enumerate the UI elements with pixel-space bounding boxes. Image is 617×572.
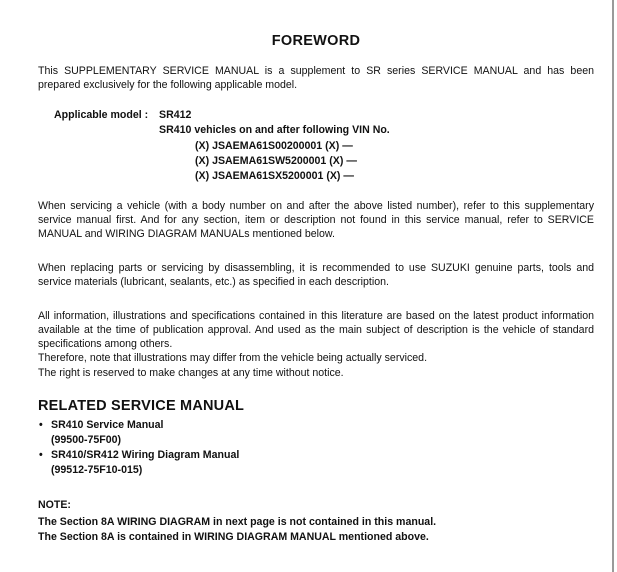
illustration-note-line: Therefore, note that illustrations may differ from the vehicle being actually serviced. [38,352,428,364]
page-border [612,0,614,572]
page-title: FOREWORD [271,33,361,49]
parts-paragraph: When replacing parts or servicing by disassembling, it is recommended to use SUZUKI genuine parts, tools and service materials (lubricant, sealants, etc.) as specified in each description. [38,262,594,288]
vin-number-2: (X) JSAEMA61SW5200001 (X) — [195,155,357,167]
note-heading: NOTE: [38,499,71,511]
note-line-2: The Section 8A is contained in WIRING DIAGRAM MANUAL mentioned above. [38,531,429,543]
manual-name: SR410 Service Manual [51,419,164,431]
applicable-model-value: SR412 [159,109,192,121]
manual-code: (99512-75F10-015) [51,464,143,476]
manual-code: (99500-75F00) [51,434,122,446]
manual-name: SR410/SR412 Wiring Diagram Manual [51,449,240,461]
list-item [38,418,239,448]
rights-reserved-line: The right is reserved to make changes at any time without notice. [38,367,344,379]
intro-paragraph: This SUPPLEMENTARY SERVICE MANUAL is a supplement to SR series SERVICE MANUAL and has been prepared exclusively for the following applicable model. [38,65,594,91]
information-paragraph: All information, illustrations and specifications contained in this literature are based on the latest product information available at the time of publication approval. And used as the main subject of description is the vehicle of standard specifications among others. [38,310,594,350]
bullet-icon: • [39,419,43,431]
bullet-icon: • [39,449,43,461]
related-manual-list [38,418,239,478]
applicable-model-line2: SR410 vehicles on and after following VIN No. [159,124,390,136]
servicing-paragraph: When servicing a vehicle (with a body number on and after the above listed number), refer to this supplementary service manual first. And for any section, item or description not found in this service manual, refer to SERVICE MANUAL and WIRING DIAGRAM MANUALs mentioned below. [38,200,594,240]
applicable-model-label: Applicable model : [54,109,149,121]
note-line-1: The Section 8A WIRING DIAGRAM in next page is not contained in this manual. [38,516,437,528]
related-manual-heading: RELATED SERVICE MANUAL [38,398,245,414]
vin-number-1: (X) JSAEMA61S00200001 (X) — [195,140,353,152]
list-item [38,448,239,478]
vin-number-3: (X) JSAEMA61SX5200001 (X) — [195,170,354,182]
